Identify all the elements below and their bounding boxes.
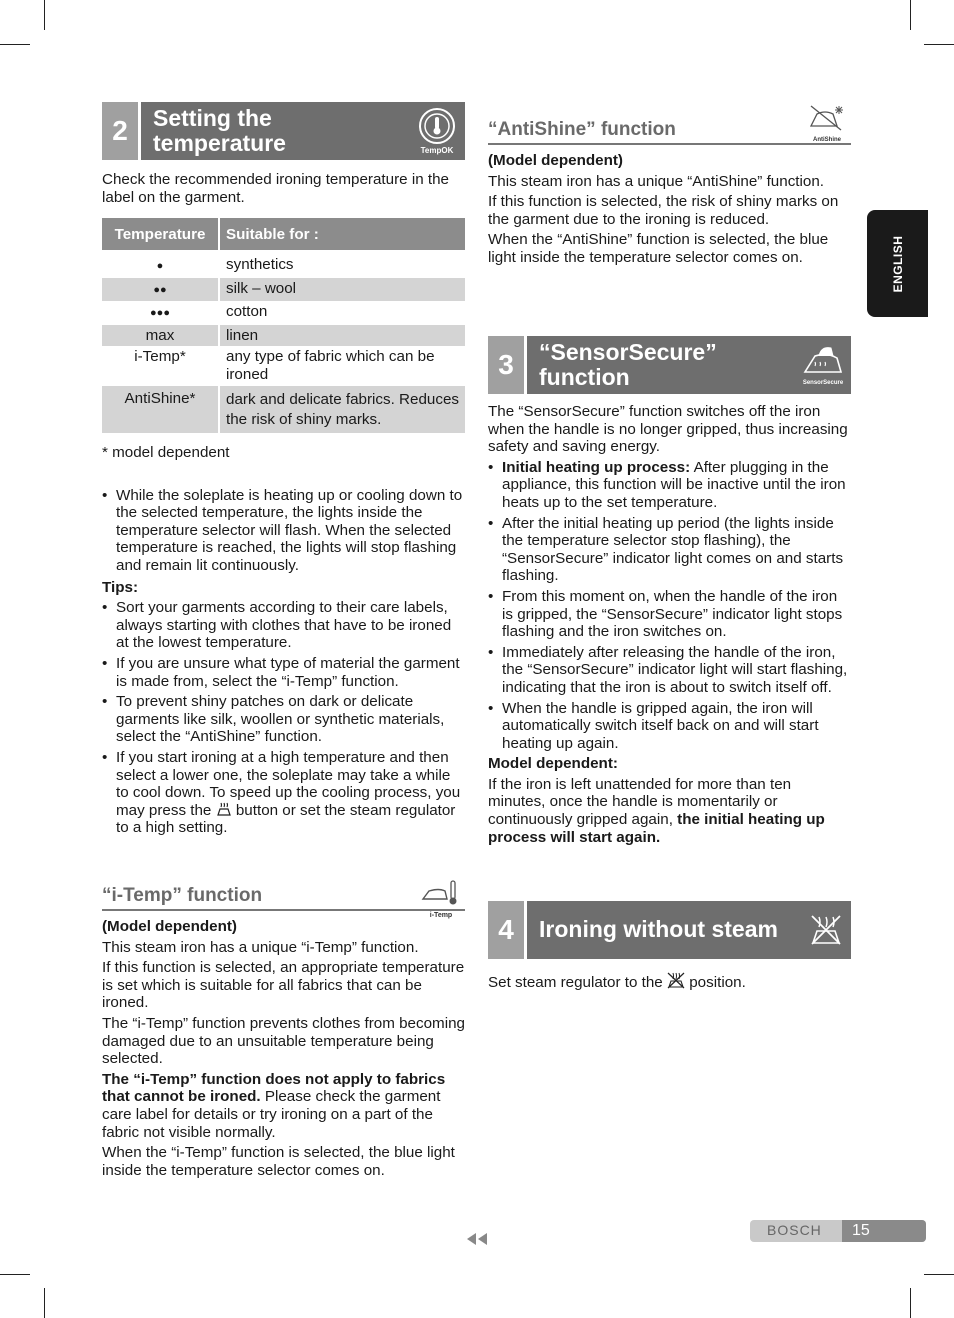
thermometer-dial-icon	[409, 102, 465, 160]
table-row: ●●● cotton	[102, 301, 465, 325]
crop-mark	[924, 44, 954, 45]
iron-thermometer-icon	[421, 879, 461, 919]
section-4-body	[488, 972, 851, 995]
paragraph: Set steam regulator to the position.	[488, 974, 746, 991]
paragraph: If this function is selected, the risk of shiny marks on the garment due to the ironing is reduced.	[488, 193, 839, 228]
table-row: ● synthetics	[102, 254, 465, 278]
crop-mark	[44, 1288, 45, 1318]
section-number: 3	[488, 336, 527, 394]
antishine-icon	[807, 102, 847, 143]
subsection-title: “i-Temp” function	[102, 885, 263, 906]
section-3-body	[488, 403, 851, 849]
list-item: • Initial heating up process: After plugging in the appliance, this function will be inactive until the iron heats up to the set temperature.	[488, 459, 851, 512]
crop-mark	[0, 1274, 30, 1275]
icon-caption: i-Temp	[429, 912, 453, 919]
crop-mark	[0, 44, 30, 45]
no-steam-icon	[667, 972, 685, 989]
section-2-body	[102, 171, 465, 209]
list-item: • From this moment on, when the handle of the iron is gripped, the “SensorSecure” indicator light stops flashing and the iron switches on.	[488, 588, 851, 641]
paragraph: The “i-Temp” function does not apply to fabrics that cannot be ironed. Please check the garment care label for details or try ironing on a part of the fabric not visible normally.	[102, 1070, 446, 1141]
paragraph: This steam iron has a unique “i-Temp” function.	[102, 938, 419, 956]
page-number: 15	[842, 1220, 926, 1242]
section-number: 2	[102, 102, 141, 160]
model-dependent-label: (Model dependent)	[488, 152, 623, 169]
list-item: • Immediately after releasing the handle of the iron, the “SensorSecure” indicator light will start flashing, indicating that the iron is about to switch itself off.	[488, 644, 851, 697]
list-item: • If you start ironing at a high temperature and then select a lower one, the soleplate may take a while to cool down. To speed up the cooling process, you may press the button or set the steam regulator to a high setting.	[102, 749, 465, 837]
section-title: Ironing without steam	[539, 916, 778, 942]
footnote: * model dependent	[102, 444, 230, 461]
list-item: • When the handle is gripped again, the iron will automatically switch itself back on and will start heating up again.	[488, 700, 851, 753]
paragraph: When the “AntiShine” function is selected, the blue light inside the temperature selector comes on.	[488, 231, 829, 266]
itemp-heading	[102, 883, 465, 919]
paragraph: This steam iron has a unique “AntiShine” function.	[488, 172, 824, 190]
intro-text: The “SensorSecure” function switches off the iron when the handle is no longer gripped, thus increasing safety and saving energy.	[488, 403, 848, 456]
antishine-heading	[488, 117, 851, 145]
crop-mark	[910, 1288, 911, 1318]
list-item: • While the soleplate is heating up or cooling down to the selected temperature, the lights inside the temperature selector will flash. When the selected temperature is reached, the lights will stop flashing and remain lit continuously.	[102, 487, 465, 575]
icon-caption: TempOK	[420, 146, 454, 155]
list-item: • Sort your garments according to their care labels, always starting with clothes that have to be ironed at the lowest temperature.	[102, 599, 465, 652]
subsection-title: “AntiShine” function	[488, 119, 676, 140]
table-row: max linen	[102, 325, 465, 347]
table-row: i-Temp* any type of fabric which can be ironed	[102, 346, 465, 385]
paragraph: If the iron is left unattended for more than ten minutes, once the handle is momentarily or continuously gripped again, the initial heating up process will start again.	[488, 775, 825, 846]
no-steam-icon	[801, 901, 851, 959]
intro-text: Check the recommended ironing temperature in the label on the garment.	[102, 171, 449, 206]
tips-heading: Tips:	[102, 578, 139, 596]
paragraph: The “i-Temp” function prevents clothes from becoming damaged due to an unsuitable temperature being selected.	[102, 1014, 465, 1068]
itemp-body	[102, 918, 465, 1182]
language-tab-label: ENGLISH	[890, 235, 905, 292]
list-item: • After the initial heating up period (the lights inside the temperature selector stop flashing), the “SensorSecure” indicator light comes on and starts flashing.	[488, 515, 851, 585]
antishine-body	[488, 152, 851, 270]
section-number: 4	[488, 901, 527, 959]
table-header: Temperature	[102, 218, 219, 250]
table-row: AntiShine* dark and delicate fabrics. Reduces the risk of shiny marks.	[102, 386, 465, 433]
steam-shot-icon	[216, 802, 232, 816]
paragraph: If this function is selected, an appropriate temperature is set which is suitable for all fabrics that can be ironed.	[102, 959, 465, 1012]
section-2-header	[102, 102, 465, 160]
crop-mark	[44, 0, 45, 30]
section-title: “SensorSecure” function	[539, 339, 717, 390]
temperature-table	[102, 218, 465, 433]
list-item: • If you are unsure what type of material the garment is made from, select the “i-Temp” function.	[102, 655, 465, 690]
crop-mark	[924, 1274, 954, 1275]
model-dependent-label: Model dependent:	[488, 755, 618, 773]
icon-caption: SensorSecure	[802, 380, 844, 386]
section-3-header	[488, 336, 851, 394]
model-dependent-label: (Model dependent)	[102, 918, 237, 935]
icon-caption: AntiShine	[813, 137, 841, 143]
brand-label: BOSCH	[767, 1222, 822, 1238]
sensorsecure-list	[488, 459, 851, 753]
tips-list	[102, 599, 465, 837]
paragraph: When the “i-Temp” function is selected, the blue light inside the temperature selector comes on.	[102, 1144, 455, 1179]
back-arrows-icon	[465, 1232, 489, 1251]
section-2-notes	[102, 444, 465, 840]
language-tab	[867, 210, 928, 317]
iron-hand-icon	[795, 336, 851, 394]
table-row: ●● silk – wool	[102, 278, 465, 302]
table-header: Suitable for :	[219, 218, 465, 250]
main-bullet-list	[102, 487, 465, 575]
section-4-header	[488, 901, 851, 959]
crop-mark	[910, 0, 911, 30]
section-title: Setting the temperature	[153, 105, 286, 156]
list-item: • To prevent shiny patches on dark or delicate garments like silk, woollen or synthetic materials, select the “AntiShine” function.	[102, 693, 465, 746]
